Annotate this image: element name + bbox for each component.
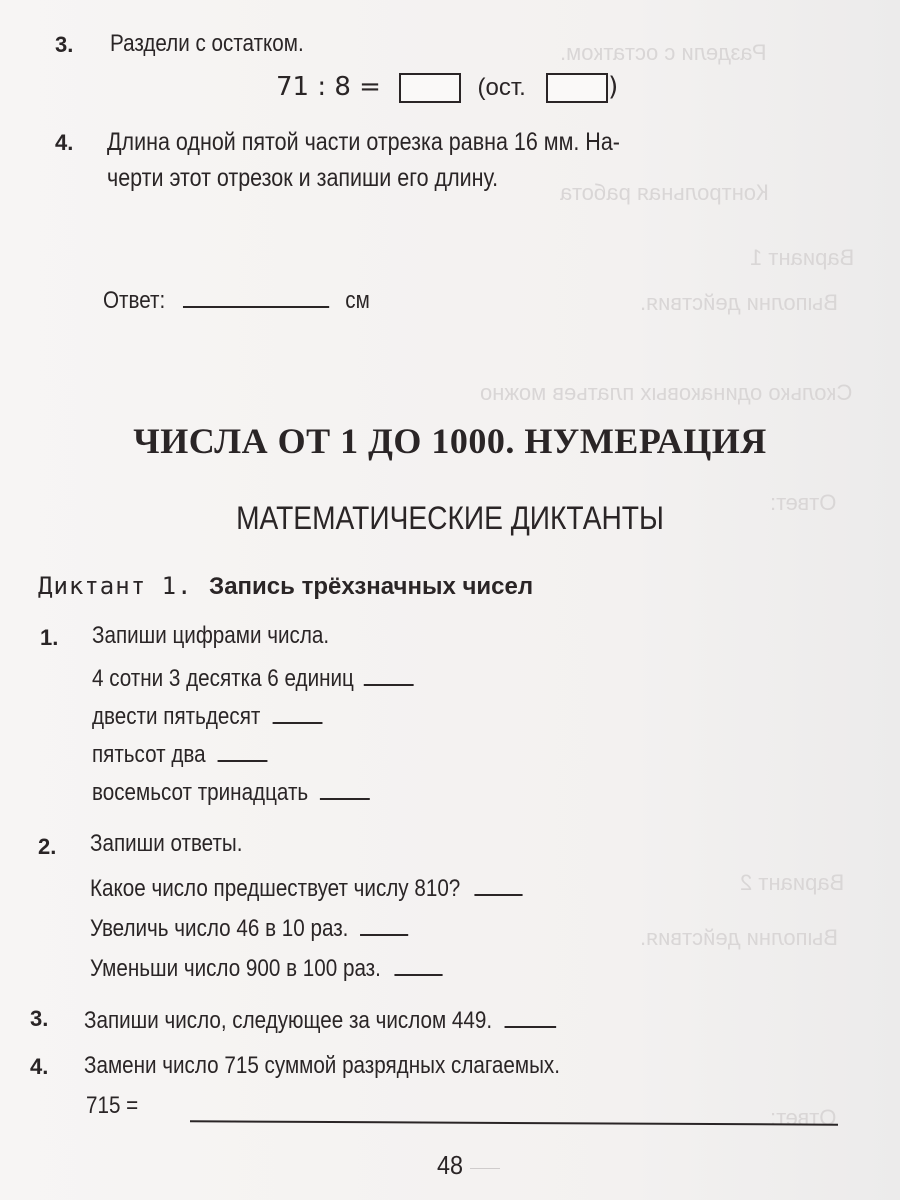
task-text: Запиши цифрами числа. xyxy=(92,622,330,649)
answer-unit: см xyxy=(345,287,370,314)
item-text: двести пятьдесят xyxy=(92,703,261,730)
item-text: 4 сотни 3 десятка 6 единиц xyxy=(92,665,354,692)
section-title: ЧИСЛА ОТ 1 ДО 1000. НУМЕРАЦИЯ xyxy=(133,421,767,461)
remainder-close-paren: ) xyxy=(608,72,619,102)
equation-expression: 71 : 8 = xyxy=(276,72,381,102)
equation-prefix: 715 = xyxy=(86,1092,139,1119)
task-text: Запиши ответы. xyxy=(90,830,243,857)
task-number: 1. xyxy=(40,625,59,650)
answer-blank[interactable] xyxy=(395,952,443,976)
answer-blank[interactable] xyxy=(320,776,370,800)
answer-blank[interactable] xyxy=(360,912,408,936)
bleed-through-text: Контрольная работа xyxy=(560,180,769,205)
dictation-label: Диктант 1. xyxy=(38,572,193,600)
item-text: Какое число предшествует числу 810? xyxy=(90,875,461,902)
task-text: Раздели с остатком. xyxy=(110,30,304,57)
bleed-through-text: Сколько одинаковых платьев можно xyxy=(480,380,853,405)
task-text: Замени число 715 суммой разрядных слагаемых. xyxy=(84,1052,560,1079)
task-number: 2. xyxy=(38,834,57,859)
item-text: восемьсот тринадцать xyxy=(92,779,309,806)
section-subtitle: МАТЕМАТИЧЕСКИЕ ДИКТАНТЫ xyxy=(236,500,664,536)
bleed-through-text: Вариант 2 xyxy=(740,870,845,895)
quotient-answer-box[interactable] xyxy=(399,73,461,103)
task-number: 4. xyxy=(55,130,74,155)
dictation-item xyxy=(92,738,268,769)
answer-blank[interactable] xyxy=(272,700,322,724)
sum-answer-line[interactable] xyxy=(190,1120,838,1125)
task-number: 3. xyxy=(55,32,74,57)
bleed-through-text: Раздели с остатком. xyxy=(560,40,767,65)
answer-blank[interactable] xyxy=(218,738,268,762)
answer-blank[interactable] xyxy=(364,662,414,686)
decorative-rule xyxy=(470,1168,500,1169)
dictation-item xyxy=(92,776,370,807)
task-text: Запиши число, следующее за числом 449. xyxy=(84,1007,493,1034)
item-text: Увеличь число 46 в 10 раз. xyxy=(90,915,349,942)
answer-label: Ответ: xyxy=(103,287,166,314)
task-number: 3. xyxy=(30,1006,49,1031)
bleed-through-text: Вариант 1 xyxy=(750,245,855,270)
task-number: 4. xyxy=(30,1054,49,1079)
item-text: Уменьши число 900 в 100 раз. xyxy=(90,955,381,982)
bleed-through-text: Ответ: xyxy=(770,490,837,515)
bleed-through-text: Выполни действия. xyxy=(640,925,838,950)
task-text-line-2: черти этот отрезок и запиши его длину. xyxy=(107,164,499,192)
dictation-item xyxy=(90,952,443,983)
dictation-item xyxy=(92,662,414,693)
answer-blank[interactable] xyxy=(504,1004,556,1028)
remainder-label: (ост. xyxy=(477,74,526,101)
bleed-through-text: Выполни действия. xyxy=(640,290,838,315)
remainder-answer-box[interactable] xyxy=(546,73,608,103)
bleed-through-text: Ответ: xyxy=(770,1105,837,1130)
dictation-item xyxy=(92,700,322,731)
dictation-heading xyxy=(38,572,533,601)
task-text-line-1: Длина одной пятой части отрезка равна 16 мм. На- xyxy=(107,128,620,156)
answer-blank-cm[interactable] xyxy=(183,284,329,308)
dictation-item xyxy=(84,1004,556,1035)
dictation-item xyxy=(90,912,409,943)
answer-row xyxy=(103,284,370,315)
item-text: пятьсот два xyxy=(92,741,206,768)
dictation-item xyxy=(90,872,522,903)
division-equation xyxy=(276,72,618,103)
answer-blank[interactable] xyxy=(474,872,522,896)
page-number: 48 xyxy=(436,1150,464,1180)
dictation-title: Запись трёхзначных чисел xyxy=(209,573,534,600)
